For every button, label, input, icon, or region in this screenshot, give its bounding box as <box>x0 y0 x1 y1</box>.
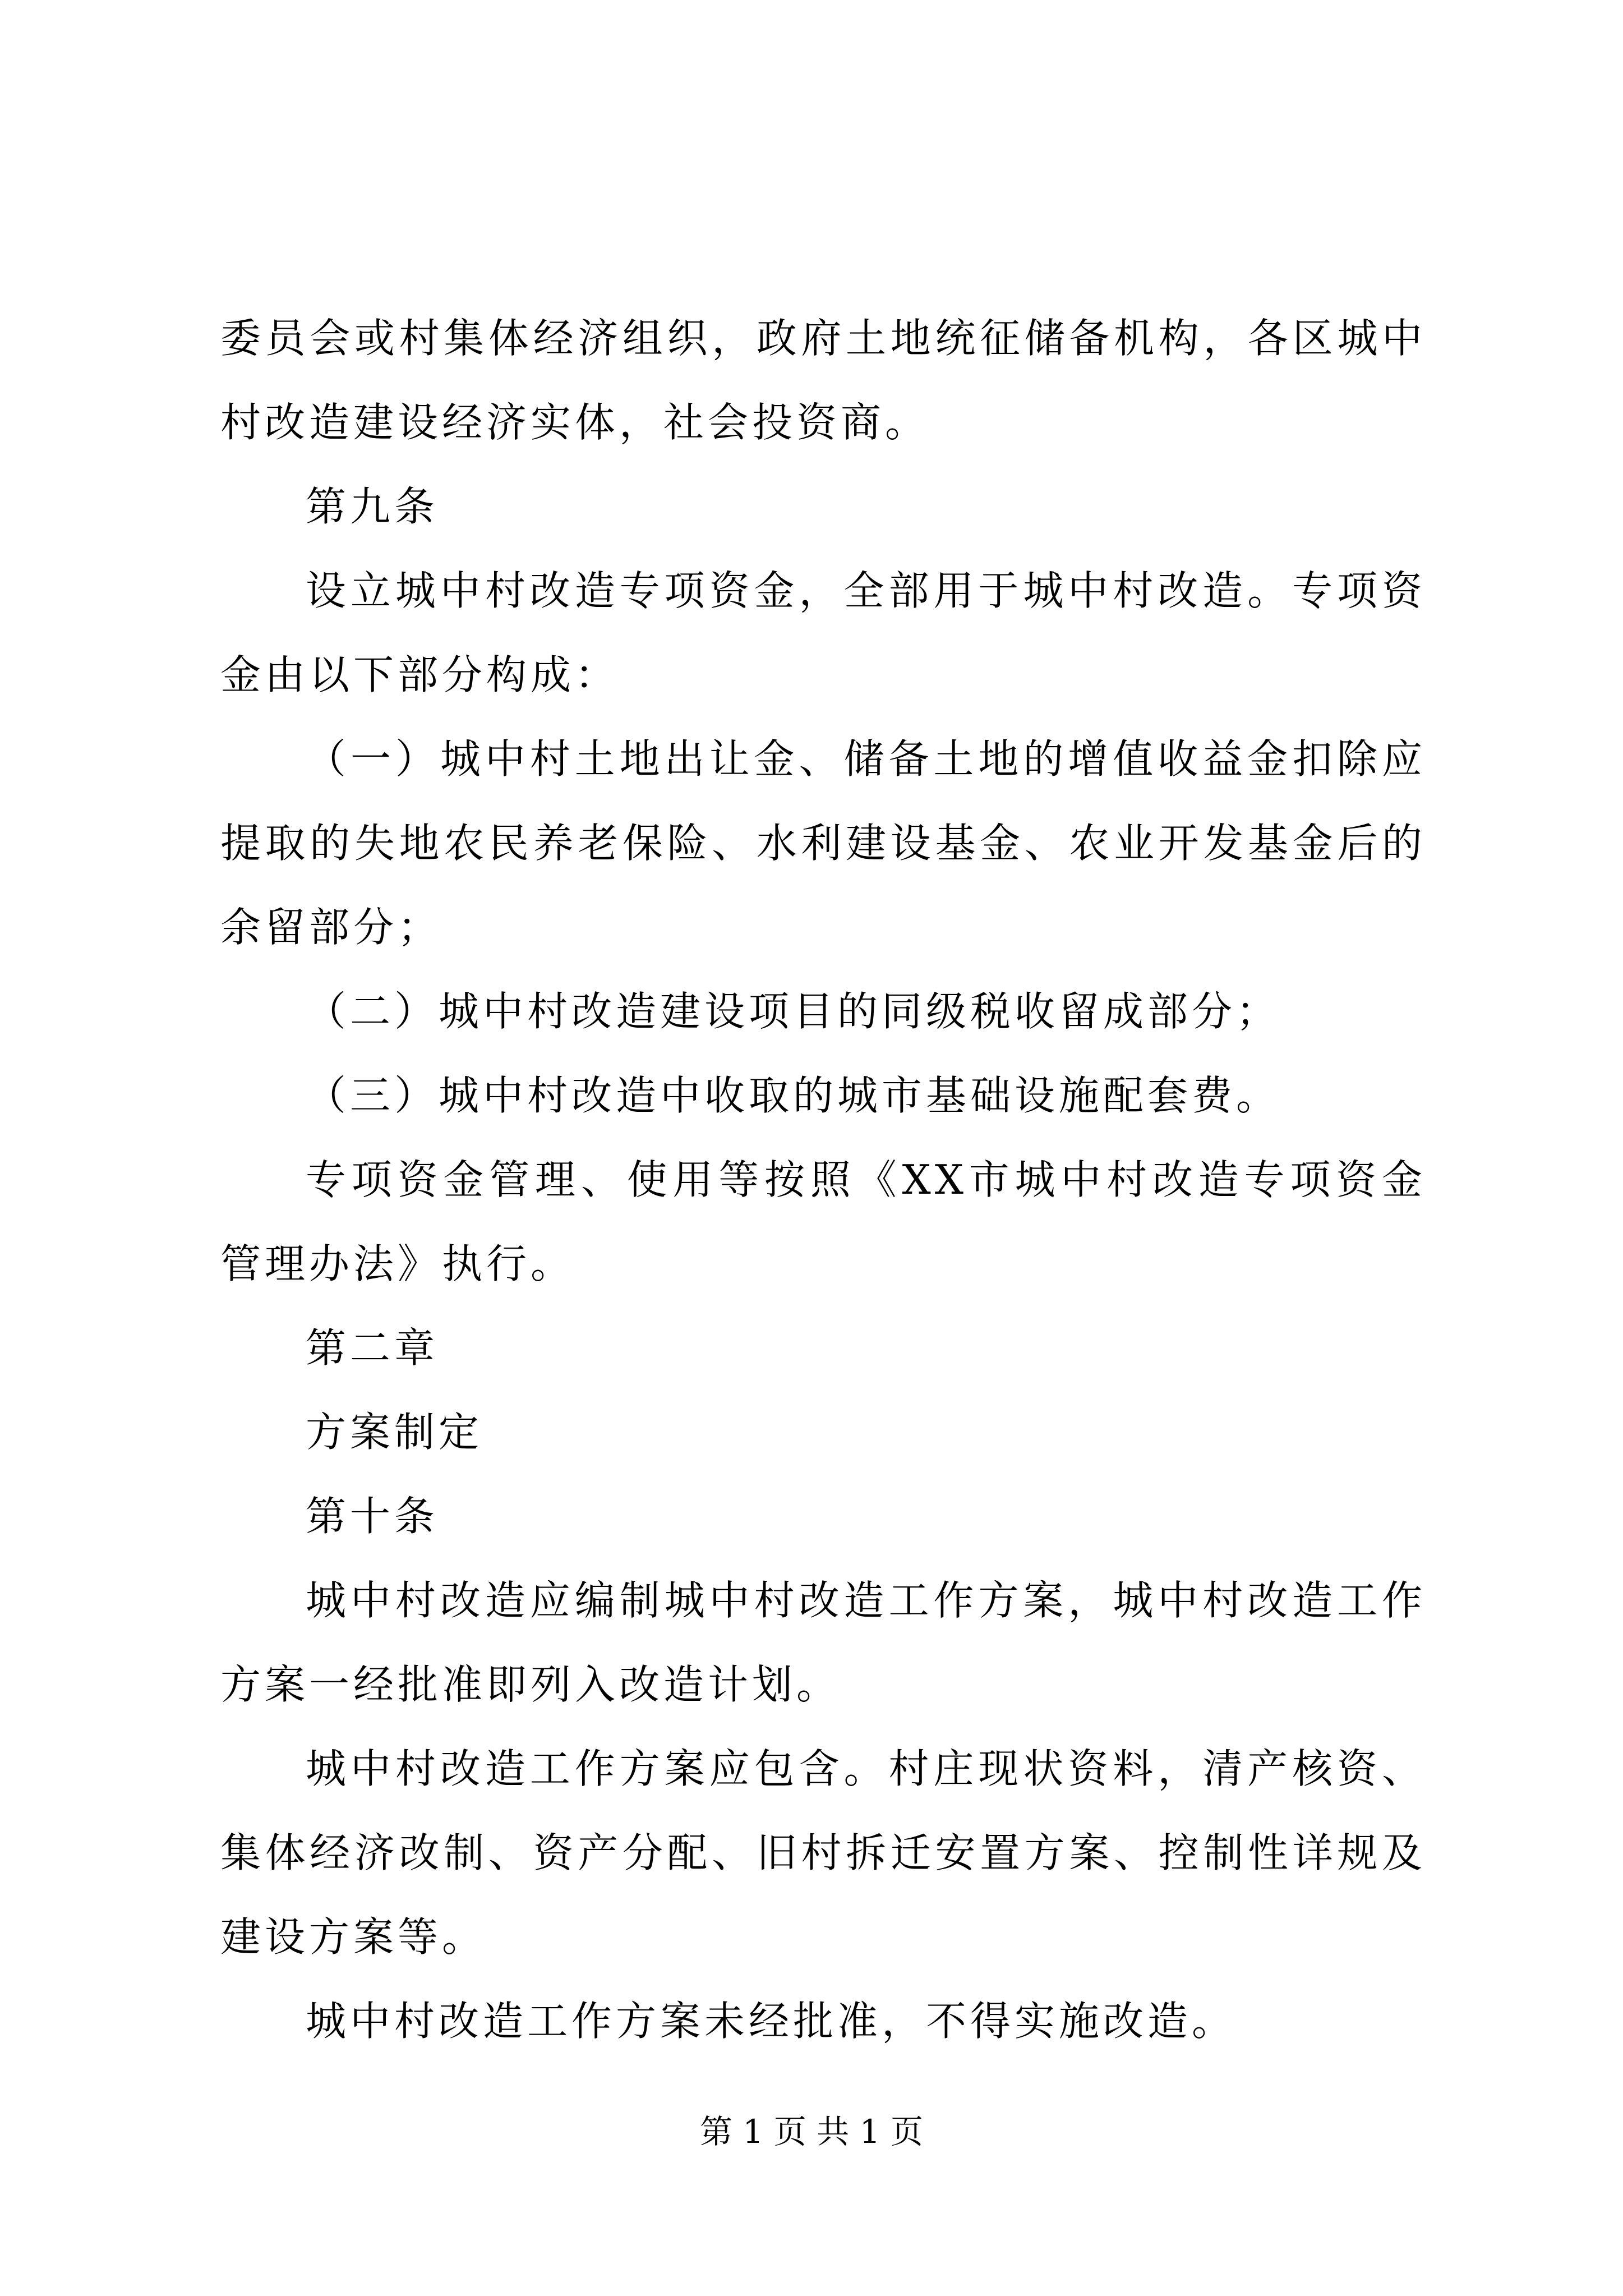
paragraph-approval: 城中村改造工作方案未经批准，不得实施改造。 <box>306 1998 1237 2045</box>
paragraph-1: 委员会或村集体经济组织，政府土地统征储备机构，各区城中村改造建设经济实体，社会投资商。 <box>220 315 1426 446</box>
list-item-1: （一）城中村土地出让金、储备土地的增值收益金扣除应提取的失地农民养老保险、水利建设基金、农业开发基金后的余留部分； <box>220 735 1426 951</box>
paragraph-work-plan: 城中村改造应编制城中村改造工作方案，城中村改造工作方案一经批准即列入改造计划。 <box>220 1577 1426 1708</box>
paragraph-special-fund: 设立城中村改造专项资金，全部用于城中村改造。专项资金由以下部分构成： <box>220 567 1426 698</box>
article-heading-10: 第十条 <box>306 1493 439 1540</box>
chapter-heading-2: 第二章 <box>306 1324 439 1372</box>
paragraph-fund-management: 专项资金管理、使用等按照《XX市城中村改造专项资金管理办法》执行。 <box>220 1156 1426 1287</box>
chapter-title: 方案制定 <box>306 1409 483 1456</box>
page-number-footer: 第 1 页 共 1 页 <box>700 2113 923 2151</box>
document-body <box>220 296 1426 2063</box>
list-item-3: （三）城中村改造中收取的城市基础设施配套费。 <box>306 1072 1281 1119</box>
paragraph-plan-contents: 城中村改造工作方案应包含。村庄现状资料，清产核资、集体经济改制、资产分配、旧村拆迁安置方案、控制性详规及建设方案等。 <box>220 1745 1426 1961</box>
article-heading-9: 第九条 <box>306 483 439 530</box>
list-item-2: （二）城中村改造建设项目的同级税收留成部分； <box>306 988 1281 1035</box>
